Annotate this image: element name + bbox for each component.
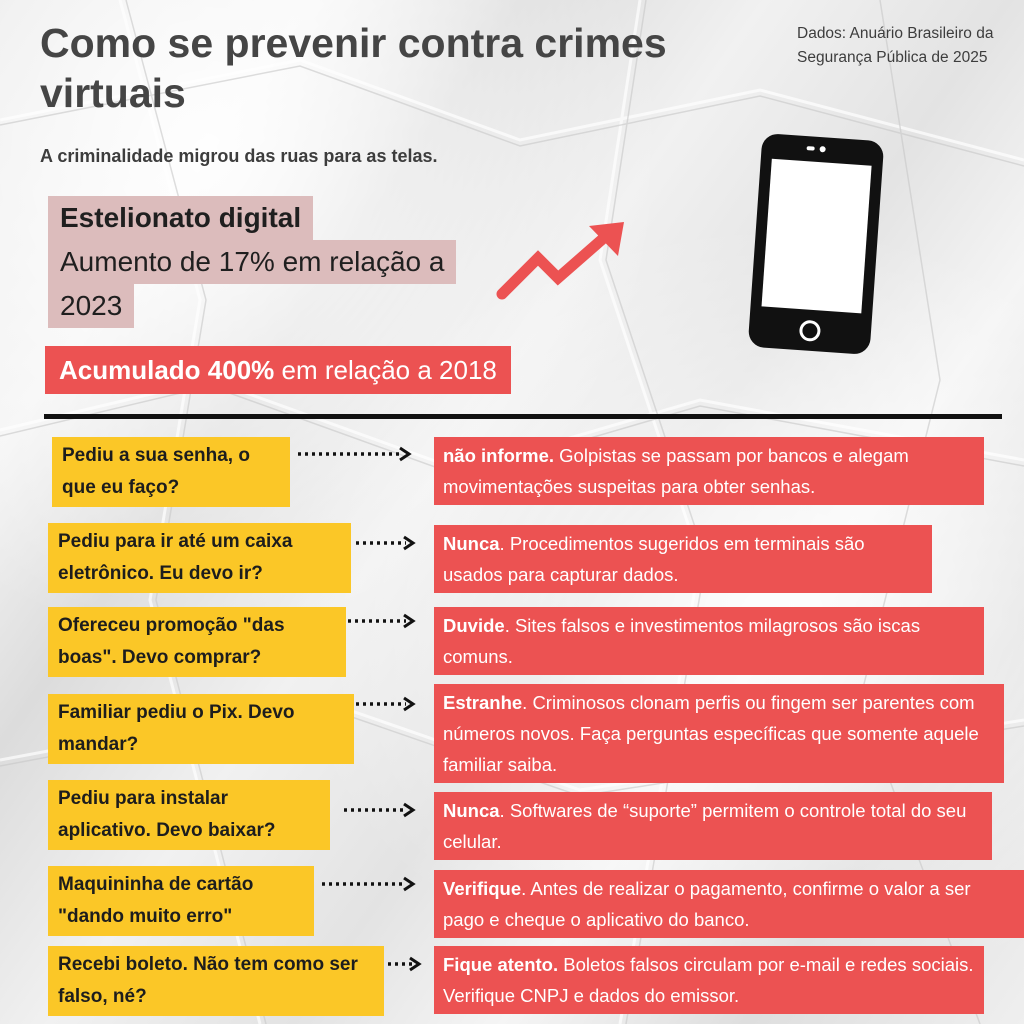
dotted-arrow-icon [320, 876, 422, 892]
answer-5-rest: . Softwares de “suporte” permitem o controle total do seu celular. [443, 800, 967, 852]
accumulated-bold: Acumulado 400% [59, 355, 275, 385]
question-3: Ofereceu promoção "das boas". Devo comprar? [48, 607, 346, 677]
question-4: Familiar pediu o Pix. Devo mandar? [48, 694, 354, 764]
answer-7 [434, 946, 984, 1014]
stat-line-1: Aumento de 17% em relação a [48, 240, 456, 284]
dotted-arrow-icon [296, 446, 418, 462]
dotted-arrow-icon [342, 802, 422, 818]
question-2: Pediu para ir até um caixa eletrônico. Eu devo ir? [48, 523, 351, 593]
answer-1 [434, 437, 984, 505]
dotted-arrow-icon [346, 613, 422, 629]
answer-7-lead: Fique atento. [443, 954, 559, 975]
dotted-arrow-icon [354, 696, 422, 712]
answer-3-lead: Duvide [443, 615, 505, 636]
section-divider [44, 414, 1002, 419]
answer-4 [434, 684, 1004, 783]
answer-4-lead: Estranhe [443, 692, 523, 713]
dotted-arrow-icon [386, 956, 428, 972]
subtitle: A criminalidade migrou das ruas para as telas. [40, 146, 438, 166]
smartphone-icon [744, 130, 887, 358]
answer-2 [434, 525, 932, 593]
answer-6-rest: . Antes de realizar o pagamento, confirme o valor a ser pago e cheque o aplicativo do banco. [443, 878, 971, 930]
answer-1-rest: Golpistas se passam por bancos e alegam movimentações suspeitas para obter senhas. [443, 445, 909, 497]
stat-box [48, 196, 456, 328]
question-7: Recebi boleto. Não tem como ser falso, né? [48, 946, 384, 1016]
question-1: Pediu a sua senha, o que eu faço? [52, 437, 290, 507]
answer-2-lead: Nunca [443, 533, 500, 554]
answer-1-lead: não informe. [443, 445, 555, 466]
data-source-note: Dados: Anuário Brasileiro da Segurança Pública de 2025 [797, 25, 994, 66]
answer-6 [434, 870, 1024, 938]
answer-5 [434, 792, 992, 860]
answer-3 [434, 607, 984, 675]
question-6: Maquininha de cartão "dando muito erro" [48, 866, 314, 936]
answer-5-lead: Nunca [443, 800, 500, 821]
dotted-arrow-icon [354, 535, 422, 551]
accumulated-rest: em relação a 2018 [274, 355, 497, 385]
trend-up-arrow-icon [494, 218, 630, 304]
page-title: Como se prevenir contra crimes virtuais [40, 20, 667, 116]
answer-2-rest: . Procedimentos sugeridos em terminais são usados para capturar dados. [443, 533, 865, 585]
question-5: Pediu para instalar aplicativo. Devo baixar? [48, 780, 330, 850]
answer-3-rest: . Sites falsos e investimentos milagrosos são iscas comuns. [443, 615, 921, 667]
stat-line-2: 2023 [48, 284, 134, 328]
answer-4-rest: . Criminosos clonam perfis ou fingem ser parentes com números novos. Faça perguntas específicas que somente aquele familiar saiba. [443, 692, 979, 775]
answer-7-rest: Boletos falsos circulam por e-mail e redes sociais. Verifique CNPJ e dados do emissor. [443, 954, 974, 1006]
accumulated-badge [45, 346, 511, 394]
answer-6-lead: Verifique [443, 878, 522, 899]
stat-heading: Estelionato digital [48, 196, 313, 240]
